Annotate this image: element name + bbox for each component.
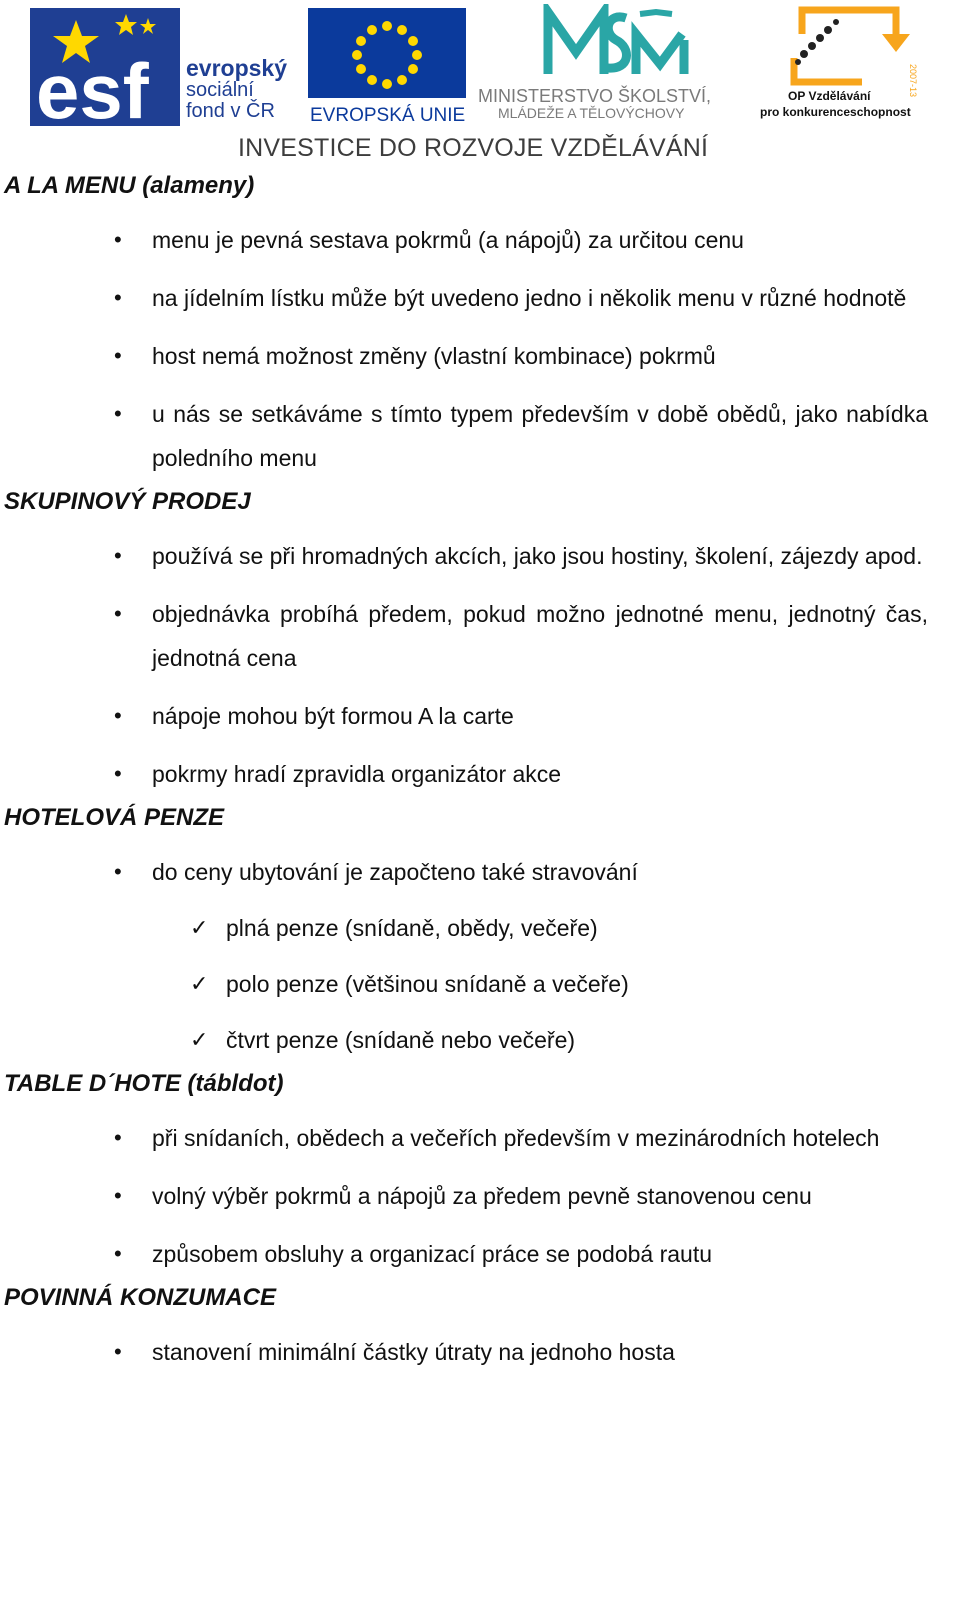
checkmark-icon: ✓ xyxy=(190,1027,209,1052)
svg-text:2007-13: 2007-13 xyxy=(908,64,918,98)
list-item: • používá se při hromadných akcích, jako jsou hostiny, školení, zájezdy apod. xyxy=(0,534,960,578)
section-heading-skupinovy-prodej: SKUPINOVÝ PRODEJ xyxy=(4,488,251,515)
tagline: INVESTICE DO ROZVOJE VZDĚLÁVÁNÍ xyxy=(238,134,709,162)
list-item: • stanovení minimální částky útraty na jednoho hosta xyxy=(0,1330,960,1374)
logo-header xyxy=(0,0,960,170)
list-item: • způsobem obsluhy a organizací práce se podobá rautu xyxy=(0,1232,960,1276)
section-heading-table-dhote: TABLE D´HOTE (tábldot) xyxy=(4,1070,284,1097)
list-item: • menu je pevná sestava pokrmů (a nápojů) za určitou cenu xyxy=(0,218,960,262)
bullet-list xyxy=(0,1330,960,1374)
check-item: ✓ čtvrt penze (snídaně nebo večeře) xyxy=(0,1018,960,1062)
bullet-list xyxy=(0,1116,960,1276)
checkmark-icon: ✓ xyxy=(190,915,209,940)
svg-text:pro konkurenceschopnost: pro konkurenceschopnost xyxy=(760,105,911,119)
svg-text:MINISTERSTVO ŠKOLSTVÍ,: MINISTERSTVO ŠKOLSTVÍ, xyxy=(478,86,712,106)
svg-text:EVROPSKÁ UNIE: EVROPSKÁ UNIE xyxy=(310,105,466,126)
svg-text:MLÁDEŽE A TĚLOVÝCHOVY: MLÁDEŽE A TĚLOVÝCHOVY xyxy=(498,105,685,121)
document-body xyxy=(0,168,960,1374)
checkmark-icon: ✓ xyxy=(190,971,209,996)
list-item: • objednávka probíhá předem, pokud možno jednotné menu, jednotný čas, jednotná cena xyxy=(0,592,960,680)
list-item: • volný výběr pokrmů a nápojů za předem pevně stanovenou cenu xyxy=(0,1174,960,1218)
svg-text:evropský: evropský xyxy=(186,55,288,81)
svg-text:sociální: sociální xyxy=(186,79,254,101)
list-item: • nápoje mohou být formou A la carte xyxy=(0,694,960,738)
section-heading-povinna-konzumace: POVINNÁ KONZUMACE xyxy=(4,1284,277,1311)
section-heading-hotelova-penze: HOTELOVÁ PENZE xyxy=(4,804,225,831)
section-heading-a-la-menu: A LA MENU (alameny) xyxy=(4,172,255,199)
svg-text:OP Vzdělávání: OP Vzdělávání xyxy=(788,89,871,103)
list-item: • pokrmy hradí zpravidla organizátor akce xyxy=(0,752,960,796)
list-item: • do ceny ubytování je započteno také stravování xyxy=(0,850,960,894)
esf-logo xyxy=(30,8,300,126)
op-vzdelavani-logo xyxy=(758,4,933,126)
check-item: ✓ plná penze (snídaně, obědy, večeře) xyxy=(0,906,960,950)
svg-text:fond v ČR: fond v ČR xyxy=(186,100,275,122)
list-item: • na jídelním lístku může být uvedeno jedno i několik menu v různé hodnotě xyxy=(0,276,960,320)
eu-flag-logo xyxy=(308,8,466,126)
list-item: • u nás se setkáváme s tímto typem především v době obědů, jako nabídka poledního menu xyxy=(0,392,960,480)
bullet-list xyxy=(0,850,960,894)
checkmark-list xyxy=(0,906,960,1062)
bullet-list xyxy=(0,534,960,796)
svg-text:esf: esf xyxy=(36,47,149,126)
list-item: • při snídaních, obědech a večeřích především v mezinárodních hotelech xyxy=(0,1116,960,1160)
check-item: ✓ polo penze (většinou snídaně a večeře) xyxy=(0,962,960,1006)
bullet-list xyxy=(0,218,960,480)
list-item: • host nemá možnost změny (vlastní kombinace) pokrmů xyxy=(0,334,960,378)
msmt-logo xyxy=(476,4,746,126)
